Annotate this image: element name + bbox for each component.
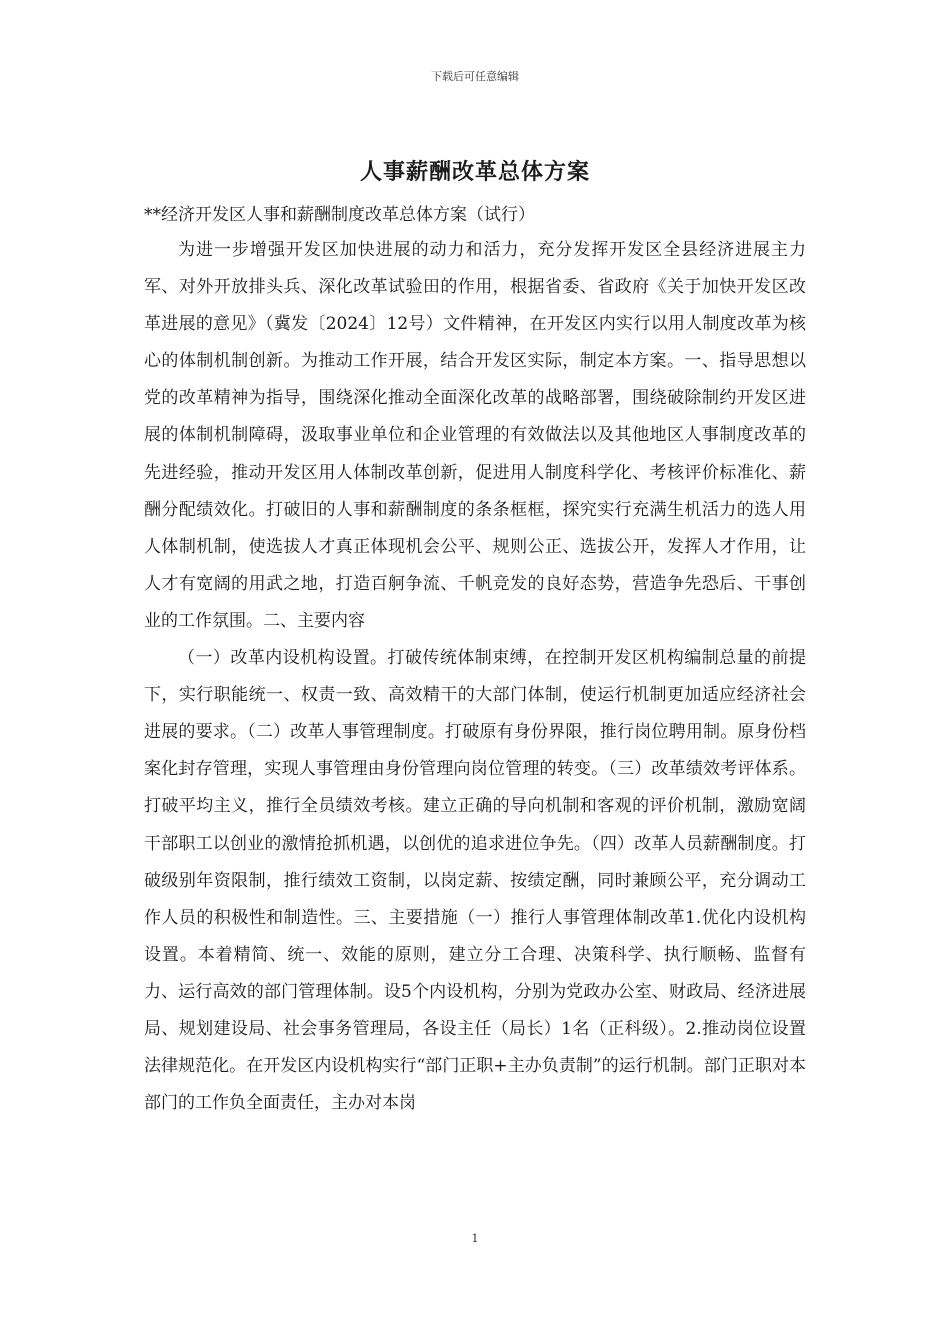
body-paragraph-2: （一）改革内设机构设置。打破传统体制束缚，在控制开发区机构编制总量的前提下，实行职能统一、权责一致、高效精干的大部门体制，使运行机制更加适应经济社会进展的要求。（二）改革人事管理制度。打破原有身份界限，推行岗位聘用制。原身份档案化封存管理，实现人事管理由身份管理向岗位管理的转变。（三）改革绩效考评体系。打破平均主义，推行全员绩效考核。建立正确的导向机制和客观的评价机制，激励宽阔干部职工以创业的激情抢抓机遇，以创优的追求进位争先。（四）改革人员薪酬制度。打破级别年资限制，推行绩效工资制，以岗定薪、按绩定酬，同时兼顾公平，充分调动工作人员的积极性和制造性。三、主要措施（一）推行人事管理体制改革1.优化内设机构设置。本着精简、统一、效能的原则，建立分工合理、决策科学、执行顺畅、监督有力、运行高效的部门管理体制。设5个内设机构，分别为党政办公室、财政局、经济进展局、规划建设局、社会事务管理局，各设主任（局长）1名（正科级）。2.推动岗位设置法律规范化。在开发区内设机构实行“部门正职+主办负责制”的运行机制。部门正职对本部门的工作负全面责任，主办对本岗 (144, 648, 806, 1114)
header-note: 下载后可任意编辑 (431, 70, 519, 83)
document-body (144, 232, 806, 1122)
page-number: 1 (471, 1232, 479, 1245)
body-paragraph-1: 为进一步增强开发区加快进展的动力和活力，充分发挥开发区全县经济进展主力军、对外开放排头兵、深化改革试验田的作用，根据省委、省政府《关于加快开发区改革进展的意见》（冀发〔2024〕12号）文件精神，在开发区内实行以用人制度改革为核心的体制机制创新。为推动工作开展，结合开发区实际，制定本方案。一、指导思想以党的改革精神为指导，围绕深化推动全面深化改革的战略部署，围绕破除制约开发区进展的体制机制障碍，汲取事业单位和企业管理的有效做法以及其他地区人事制度改革的先进经验，推动开发区用人体制改革创新，促进用人制度科学化、考核评价标准化、薪酬分配绩效化。打破旧的人事和薪酬制度的条条框框，探究实行充满生机活力的选人用人体制机制，使选拔人才真正体现机会公平、规则公正、选拔公开，发挥人才作用，让人才有宽阔的用武之地，打造百舸争流、千帆竞发的良好态势，营造争先恐后、干事创业的工作氛围。二、主要内容 (144, 240, 806, 631)
document-title: 人事薪酬改革总体方案 (359, 159, 590, 185)
document-subtitle: **经济开发区人事和薪酬制度改革总体方案（试行） (144, 205, 535, 225)
